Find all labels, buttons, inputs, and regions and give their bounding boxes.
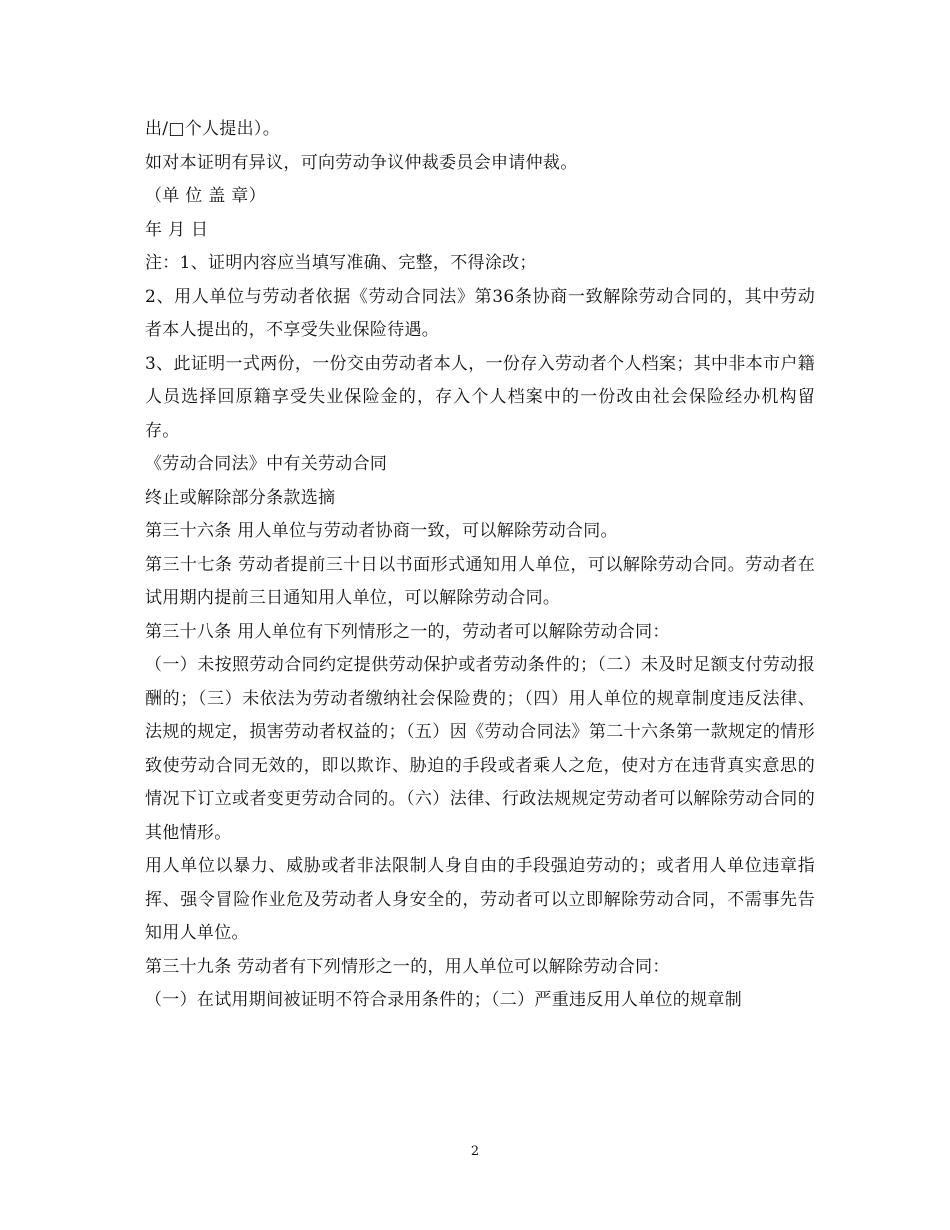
paragraph-article-38-immediate: 用人单位以暴力、威胁或者非法限制人身自由的手段强迫劳动的；或者用人单位违章指挥、强令冒险作业危及劳动者人身安全的，劳动者可以立即解除劳动合同，不需事先告知用人单位。	[145, 856, 815, 943]
paragraph-article-38-items: （一）未按照劳动合同约定提供劳动保护或者劳动条件的；（二）未及时足额支付劳动报酬的；（三）未依法为劳动者缴纳社会保险费的；（四）用人单位的规章制度违反法律、法规的规定，损害劳动者权益的；（五）因《劳动合同法》第二十六条第一款规定的情形致使劳动合同无效的，即以欺诈、胁迫的手段或者乘人之危，使对方在违背真实意思的情况下订立或者变更劳动合同的。（六）法律、行政法规规定劳动者可以解除劳动合同的其他情形。	[145, 655, 815, 843]
page-number: 2	[470, 1144, 480, 1159]
paragraph-date-line: 年 月 日	[145, 219, 209, 240]
paragraph-law-heading-2: 终止或解除部分条款选摘	[145, 487, 336, 508]
paragraph-proposal-tail: 出/□个人提出）。	[145, 119, 280, 139]
paragraph-arbitration-note: 如对本证明有异议，可向劳动争议仲裁委员会申请仲裁。	[145, 152, 578, 173]
paragraph-note-1: 注：1、证明内容应当填写准确、完整，不得涂改；	[145, 253, 537, 273]
paragraph-unit-seal: （单 位 盖 章）	[145, 186, 266, 206]
document-body	[145, 113, 815, 1018]
paragraph-article-37: 第三十七条 劳动者提前三十日以书面形式通知用人单位，可以解除劳动合同。劳动者在试用期内提前三日通知用人单位，可以解除劳动合同。	[145, 554, 815, 608]
paragraph-article-39: 第三十九条 劳动者有下列情形之一的，用人单位可以解除劳动合同：	[145, 956, 670, 977]
paragraph-note-2: 2、用人单位与劳动者依据《劳动合同法》第36条协商一致解除劳动合同的，其中劳动者本人提出的，不享受失业保险待遇。	[145, 286, 815, 340]
paragraph-article-38: 第三十八条 用人单位有下列情形之一的，劳动者可以解除劳动合同：	[145, 621, 670, 642]
paragraph-note-3: 3、此证明一式两份，一份交由劳动者本人，一份存入劳动者个人档案；其中非本市户籍人员选择回原籍享受失业保险金的，存入个人档案中的一份改由社会保险经办机构留存。	[145, 353, 815, 441]
paragraph-law-heading-1: 《劳动合同法》中有关劳动合同	[145, 454, 388, 474]
paragraph-article-39-items: （一）在试用期间被证明不符合录用条件的；（二）严重违反用人单位的规章制	[145, 990, 742, 1010]
paragraph-article-36: 第三十六条 用人单位与劳动者协商一致，可以解除劳动合同。	[145, 521, 618, 541]
